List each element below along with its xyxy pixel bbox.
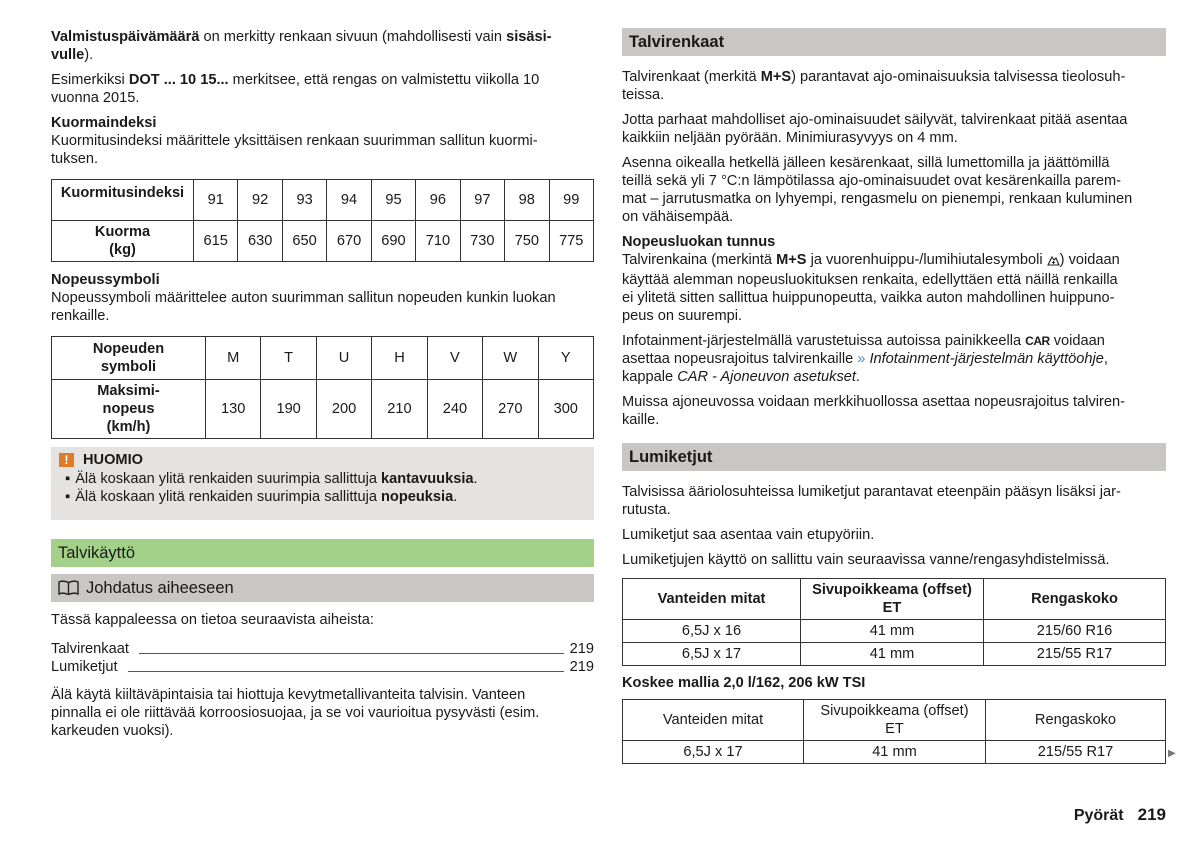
load-index-table [51,179,594,262]
max-speed-cell: 270 [483,380,538,439]
warning-icon: ! [59,453,74,467]
talvi-p1: Talvirenkaat (merkitä M+S) parantavat ajo-ominaisuuksia talvisessa tieolosuh- teissa. [622,69,1126,103]
speed-symbol-cell: U [316,337,371,380]
load-index-cell: 97 [460,180,504,221]
warning-title: ! HUOMIO [59,451,584,469]
load-kg-cell: 670 [327,221,371,262]
load-index-header: Kuormitusindeksi [52,180,194,221]
load-index-cell: 93 [282,180,326,221]
rim-size-header: Vanteiden mitat [623,700,804,741]
link-arrow[interactable]: » [857,351,866,367]
lumi-p7: Talvisissa ääriolosuhteissa lumiketjut parantavat eteenpäin pääsyn lisäksi jar- rutusta. [622,484,1121,518]
warning-list [59,470,584,506]
kuormaindeksi-heading: Kuormaindeksi [51,115,157,131]
car-button-icon: CAR [1025,334,1050,348]
toc-leader [139,653,564,654]
lumi-p9: Lumiketjujen käyttö on sallittu vain seuraavissa vanne/rengasyhdistelmissä. [622,552,1110,568]
warning-item: ▪ Älä koskaan ylitä renkaiden suurimpia sallittuja kantavuuksia. [65,470,584,488]
lumiketjut-title: Lumiketjut [622,443,1166,471]
continue-arrow-icon: ▶ [1168,748,1176,759]
speed-symbol-cell: T [261,337,316,380]
talvirenkaat-title: Talvirenkaat [622,28,1166,56]
tyre-size-header: Rengaskoko [986,700,1166,741]
kuormaindeksi-text: Kuormitusindeksi määrittele yksittäisen renkaan suurimman sallitun kuormi- tuksen. [51,133,538,167]
toc-entry[interactable]: Lumiketjut 219 [51,659,594,675]
talvi-p2: Jotta parhaat mahdolliset ajo-ominaisuudet säilyvät, talvirenkaat pitää asentaa kaikkiin neljään pyörään. Minimiurasyvyys on 4 mm. [622,112,1128,146]
talvi-p5: Infotainment-järjestelmällä varustetuissa autoissa painikkeella CAR voidaan asettaa nopeusrajoitus talvirenkaille » Infotainment-järjestelmän käyttöohje, kappale CAR - Ajoneuvon asetukset. [622,333,1108,385]
max-speed-cell: 190 [261,380,316,439]
speed-symbol-cell: H [372,337,427,380]
left-column [51,28,594,747]
mountain-snowflake-icon [1047,253,1060,271]
max-speed-cell: 240 [427,380,482,439]
load-kg-cell: 750 [505,221,549,262]
right-column [622,28,1166,764]
page-number: 219 [1137,805,1166,824]
max-speed-cell: 210 [372,380,427,439]
nopeussymboli-text: Nopeussymboli määrittelee auton suurimman sallitun nopeuden kunkin luokan renkaille. [51,290,556,324]
footer-chapter: Pyörät [1073,807,1124,824]
page-footer [1074,806,1166,825]
load-kg-cell: 710 [416,221,460,262]
load-index-cell: 91 [194,180,238,221]
load-kg-cell: 690 [371,221,415,262]
load-kg-header: Kuorma (kg) [52,221,194,262]
load-kg-cell: 630 [238,221,282,262]
offset-header: Sivupoikkeama (offset) ET [801,579,984,620]
warning-item: ▪ Älä koskaan ylitä renkaiden suurimpia sallittuja nopeuksia. [65,488,584,506]
warning-box [51,447,594,520]
speed-symbol-cell: Y [538,337,593,380]
table-row: 6,5J x 17 41 mm 215/55 R17 [623,643,1166,666]
speed-symbol-header: Nopeuden symboli [52,337,206,380]
load-kg-cell: 775 [549,221,594,262]
load-index-cell: 99 [549,180,594,221]
talvi-p4: Talvirenkaina (merkintä M+S ja vuorenhuippu-/lumihiutalesymboli ) voidaan käyttää alemman nopeusluokituksen renkaita, edellyttäen että näillä renkailla ei ylitetä sitten sallittua huippunopeutta, vaikka auton mahdollinen huippuno- peus on suurempi. [622,252,1120,324]
intro-title: Johdatus aiheeseen [51,574,594,602]
load-index-cell: 98 [505,180,549,221]
snow-chain-table-1 [622,578,1166,666]
lumi-p8: Lumiketjut saa asentaa vain etupyöriin. [622,527,875,543]
offset-header: Sivupoikkeama (offset) ET [804,700,986,741]
max-speed-cell: 200 [316,380,371,439]
max-speed-header: Maksimi- nopeus (km/h) [52,380,206,439]
table-row: 6,5J x 16 41 mm 215/60 R16 [623,620,1166,643]
section-title-talvikaytto: Talvikäyttö [51,539,594,567]
load-index-cell: 95 [371,180,415,221]
nopeussymboli-heading: Nopeussymboli [51,272,160,288]
speed-symbol-cell: V [427,337,482,380]
rims-paragraph: Älä käytä kiiltäväpintaisia tai hiottuja kevytmetallivanteita talvisin. Vanteen pinnalla ei ole riittävää korroosiosuojaa, ja se voi vaurioitua pysyvästi (esim. karkeuden vuoksi). [51,687,540,739]
model-heading: Koskee mallia 2,0 l/162, 206 kW TSI [622,675,866,691]
date-paragraph: Valmistuspäivämäärä on merkitty renkaan sivuun (mahdollisesti vain sisäsi- vulle). [51,29,552,63]
toc-leader [128,671,564,672]
table-row: 6,5J x 17 41 mm 215/55 R17 [623,741,1166,764]
load-index-cell: 92 [238,180,282,221]
load-index-cell: 96 [416,180,460,221]
snow-chain-table-2 [622,699,1166,764]
speed-symbol-cell: W [483,337,538,380]
rim-size-header: Vanteiden mitat [623,579,801,620]
speed-class-heading: Nopeusluokan tunnus [622,234,776,250]
link-infotainment-manual[interactable]: Infotainment-järjestelmän käyttöohje [865,351,1104,367]
load-kg-cell: 615 [194,221,238,262]
intro-text: Tässä kappaleessa on tietoa seuraavista aiheista: [51,612,374,628]
load-index-cell: 94 [327,180,371,221]
load-kg-cell: 650 [282,221,326,262]
toc-entry[interactable]: Talvirenkaat 219 [51,641,594,657]
max-speed-cell: 300 [538,380,593,439]
speed-symbol-cell: M [206,337,261,380]
example-paragraph: Esimerkiksi DOT ... 10 15... merkitsee, että rengas on valmistettu viikolla 10 vuonna 2015. [51,72,540,106]
book-icon [58,580,79,601]
talvi-p6: Muissa ajoneuvossa voidaan merkkihuollossa asettaa nopeusrajoitus talviren- kaille. [622,394,1125,428]
tyre-size-header: Rengaskoko [984,579,1166,620]
talvi-p3: Asenna oikealla hetkellä jälleen kesärenkaat, sillä lumettomilla ja jäättömillä teillä sekä yli 7 °C:n lämpötilassa ajo-ominaisuudet ovat kesärenkailla parem- mat – jarrutusmatka on lyhyempi, rengasmelu on pienempi, renkaan kuluminen on vähäisempää. [622,155,1133,225]
max-speed-cell: 130 [206,380,261,439]
speed-symbol-table [51,336,594,439]
load-kg-cell: 730 [460,221,504,262]
